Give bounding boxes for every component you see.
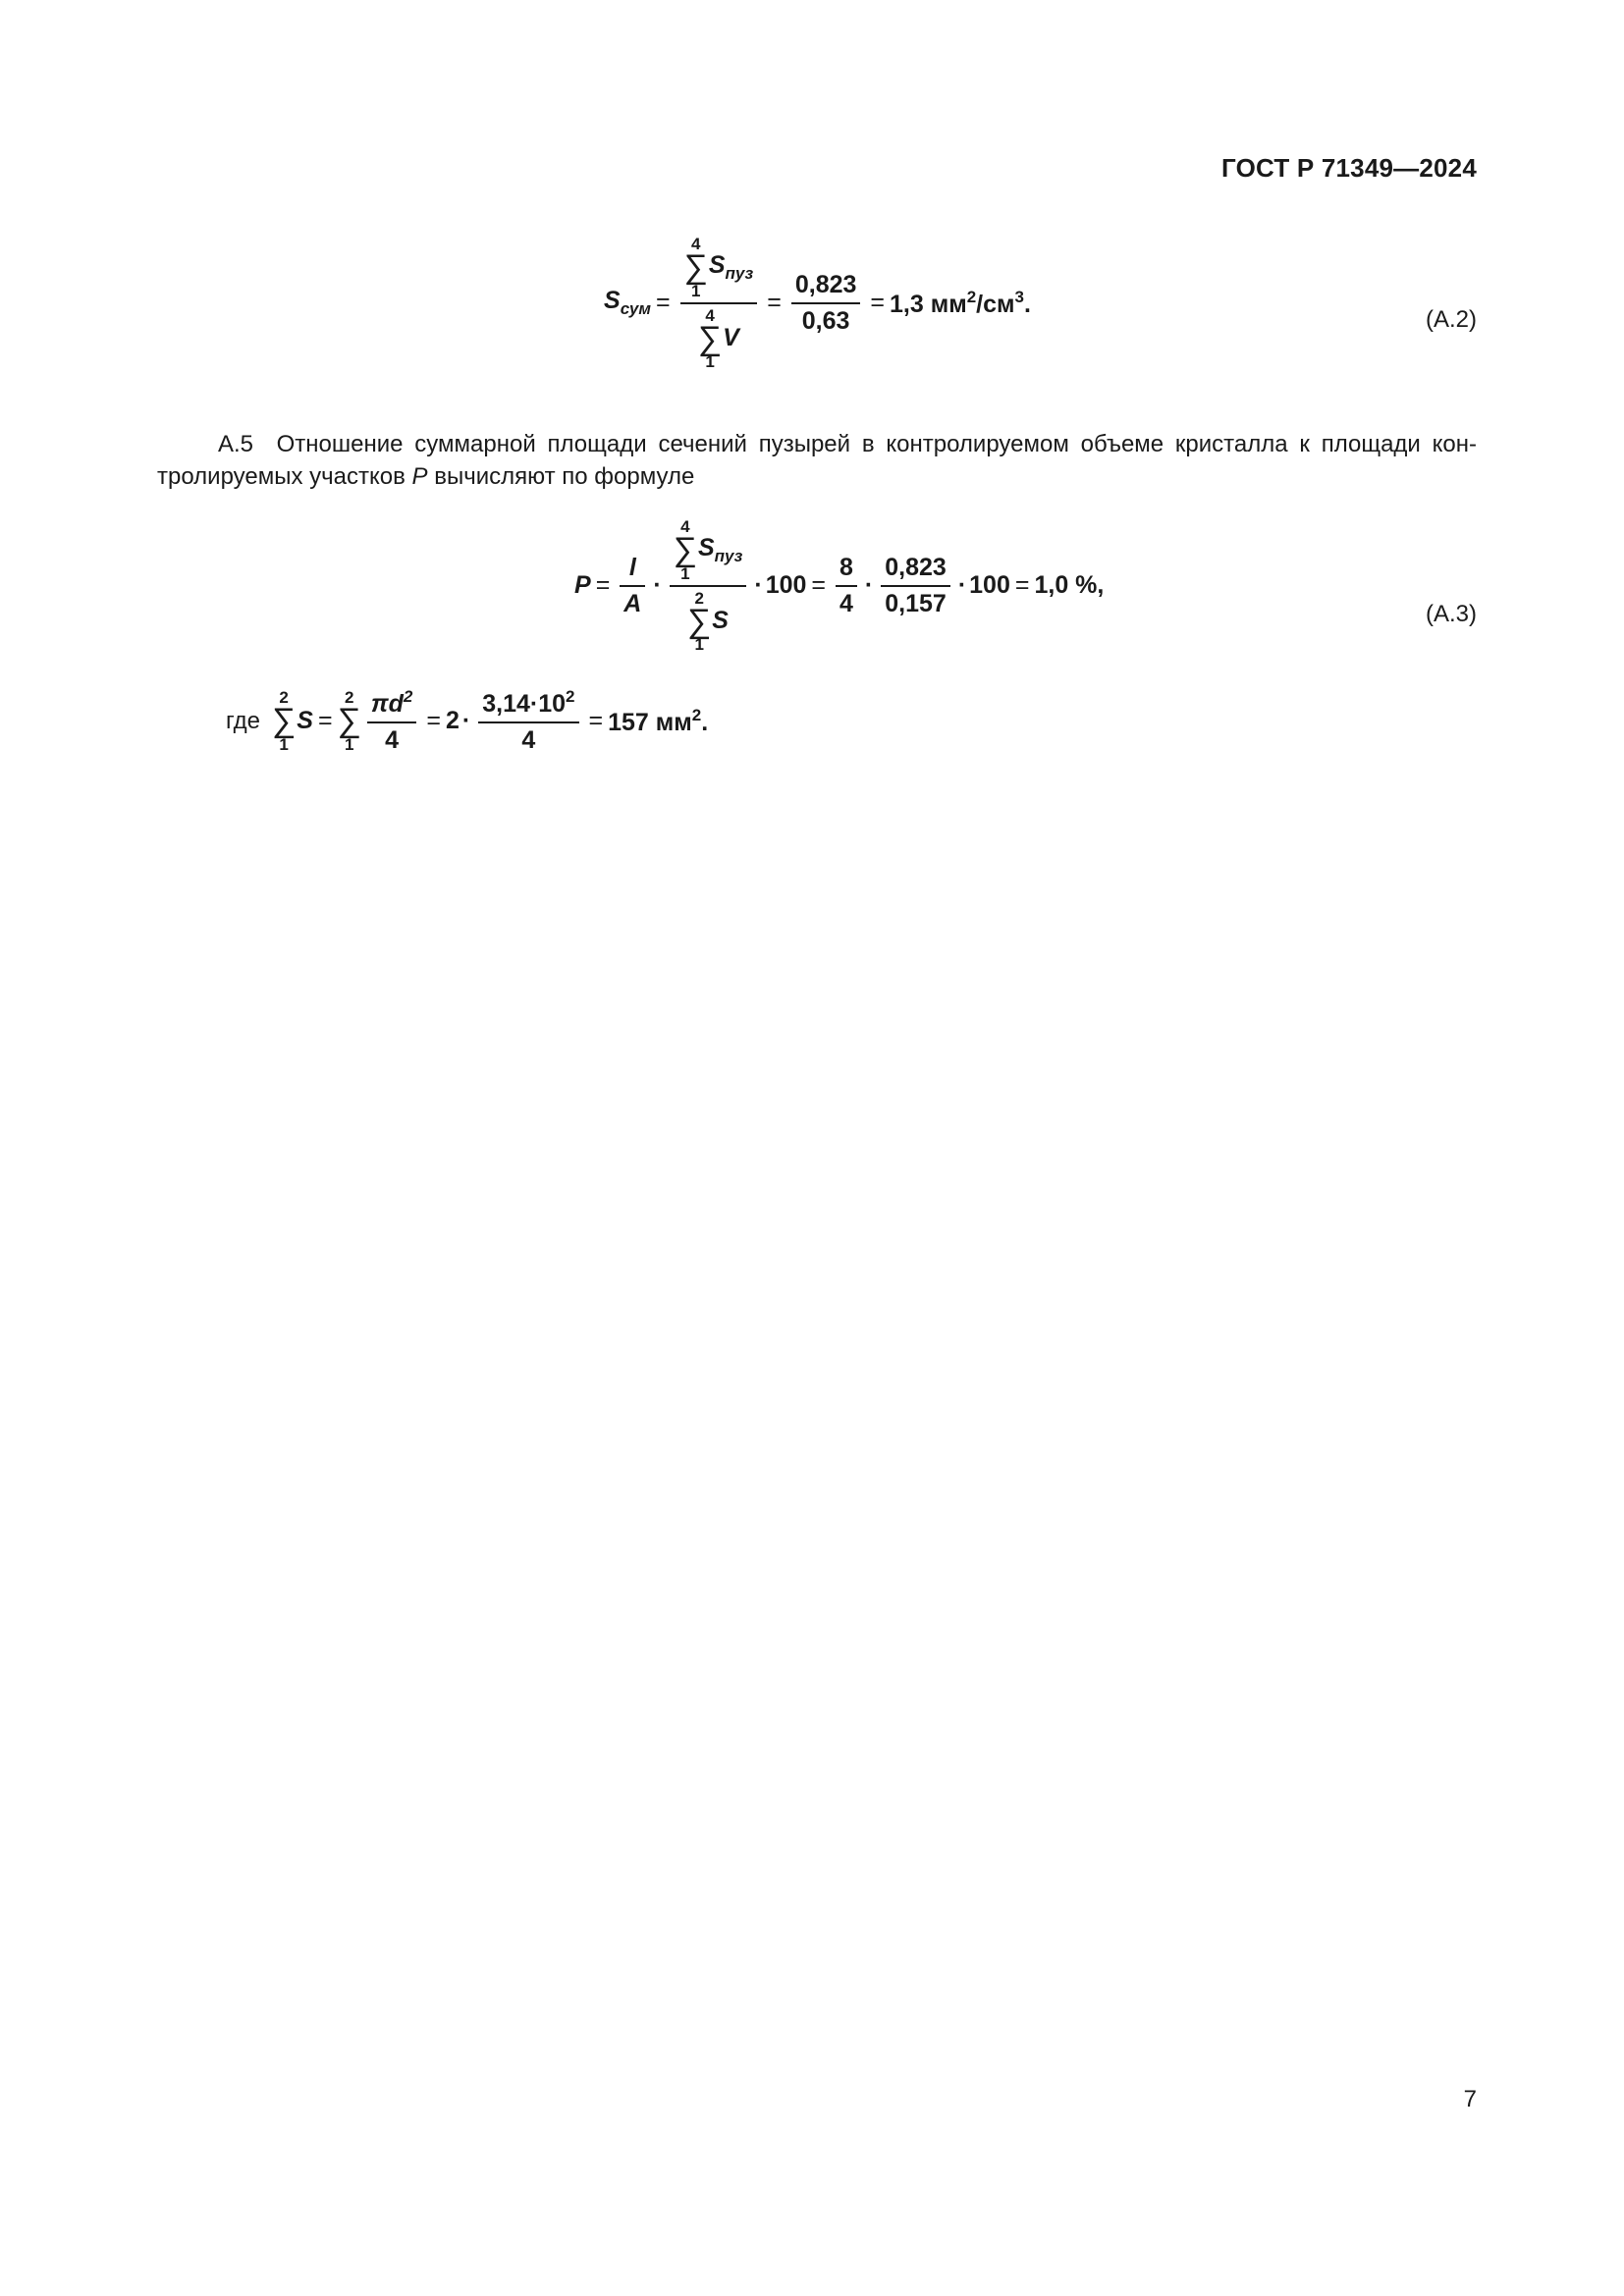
formula-a2-lhs: $S_{сум}$ [604,287,651,319]
where-fraction-pi-d: $\frac{\pi d^2}{4}$ [367,687,417,755]
where-result: 157 $мм^2$. [608,705,709,736]
document-header: ГОСТ Р 71349—2024 [1221,153,1477,183]
formula-a3-fraction-l-a: $\frac{l}{A}$ [620,554,645,618]
paragraph-number: А.5 [218,431,254,457]
equation-number-a3: (А.3) [1425,601,1477,627]
formula-a2: $S_{сум}$ = 4 ∑ 1 $S_{пуз}$ 4 ∑ 1 V = $\frac{0,823}{0,63}$ = 1,3 $мм^2/см^3$. [604,235,1031,372]
where-fraction-values: $\frac{3,14\cdot 10^2}{4}$ [478,687,578,755]
formula-a3-result: 1,0 %, [1034,571,1105,600]
formula-a3-fraction-values: $\frac{0,823}{0,157}$ [881,554,950,618]
formula-a2-fraction-values: $\frac{0,823}{0,63}$ [791,271,861,336]
formula-a2-fraction-sums: 4 ∑ 1 $S_{пуз}$ 4 ∑ 1 V [680,236,758,370]
formula-a2-result: 1,3 $мм^2/см^3$. [890,287,1031,318]
where-label: где [226,707,261,734]
page-number: 7 [1463,2086,1477,2112]
where-clause: где 2 ∑ 1 S = 2 ∑ 1 $\frac{\pi d^2}{4}$ = 2 · $\frac{3,14\cdot 10^2}{4}$ = 157 $мм^2$. [226,687,709,754]
equation-number-a2: (А.2) [1425,306,1477,333]
formula-a3: P = $\frac{l}{A}$ · 4 ∑ 1 $S_{пуз}$ 2 ∑ 1 S · 100 = $\frac{8}{4}$ · $\frac{0,823}{0,157}$ · 100 = 1,0 %, [574,517,1105,655]
formula-a3-fraction-8-4: $\frac{8}{4}$ [836,554,857,618]
paragraph-a5: А.5 Отношение суммарной площади сечений пузырей в контролируемом объеме кристалла к площади контролируемых участков P вычисляют по формуле [157,431,1477,490]
formula-a3-fraction-sums: 4 ∑ 1 $S_{пуз}$ 2 ∑ 1 S [670,518,747,653]
